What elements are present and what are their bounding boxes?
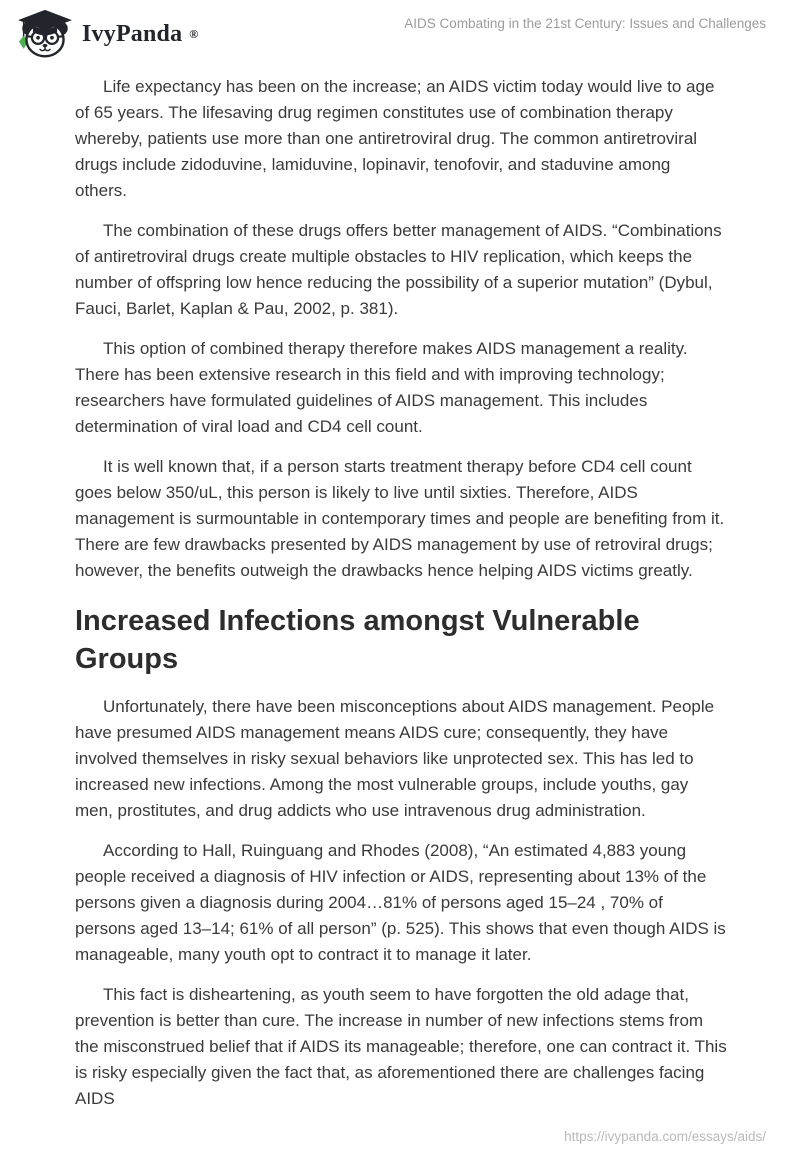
paragraph: This fact is disheartening, as youth seem to have forgotten the old adage that, prevention is better than cure. The increase in number of new infections stems from the misconstrued belief that if AIDS its manageable; therefore, one can contract it. This is risky especially given the fact that, as aforementioned there are challenges facing AIDS [75, 985, 727, 1108]
section-heading: Increased Infections amongst Vulnerable Groups [75, 605, 640, 675]
source-url-link[interactable]: https://ivypanda.com/essays/aids/ [564, 1129, 766, 1144]
panda-graduate-icon [14, 8, 76, 60]
paragraph: Life expectancy has been on the increase; an AIDS victim today would live to age of 65 years. The lifesaving drug regimen constitutes use of combination therapy whereby, patients use more than one antiretroviral drug. The common antiretroviral drugs include zidoduvine, lamiduvine, lopinavir, tenofovir, and staduvine among others. [75, 77, 715, 200]
registered-mark: ® [189, 26, 199, 41]
paragraph: According to Hall, Ruinguang and Rhodes (2008), “An estimated 4,883 young people received a diagnosis of HIV infection or AIDS, representing about 13% of the persons given a diagnosis during 2004…81% of persons aged 15–24 , 70% of persons aged 13–14; 61% of all person” (p. 525). This shows that even though AIDS is manageable, many youth opt to contract it to manage it later. [75, 841, 726, 964]
ivypanda-logo[interactable] [14, 8, 198, 60]
paragraph: The combination of these drugs offers better management of AIDS. “Combinations of antiretroviral drugs create multiple obstacles to HIV replication, which keeps the number of offspring low hence reducing the possibility of a superior mutation” (Dybul, Fauci, Barlet, Kaplan & Pau, 2002, p. 381). [75, 221, 722, 318]
paragraph: It is well known that, if a person starts treatment therapy before CD4 cell count goes below 350/uL, this person is likely to live until sixties. Therefore, AIDS management is surmountable in contemporary times and people are benefiting from it. There are few drawbacks presented by AIDS management by use of retroviral drugs; however, the benefits outweigh the drawbacks hence helping AIDS victims greatly. [75, 457, 725, 580]
essay-body [0, 62, 800, 1112]
paragraph: Unfortunately, there have been misconceptions about AIDS management. People have presumed AIDS management means AIDS cure; consequently, they have involved themselves in risky sexual behaviors like unprotected sex. This has led to increased new infections. Among the most vulnerable groups, include youths, gay men, prostitutes, and drug addicts who use intravenous drug administration. [75, 697, 715, 820]
document-title: AIDS Combating in the 21st Century: Issues and Challenges [404, 16, 766, 31]
paragraph: This option of combined therapy therefore makes AIDS management a reality. There has been extensive research in this field and with improving technology; researchers have formulated guidelines of AIDS management. This includes determination of viral load and CD4 cell count. [75, 339, 688, 436]
brand-name: IvyPanda [82, 20, 183, 47]
page-header [0, 0, 800, 62]
